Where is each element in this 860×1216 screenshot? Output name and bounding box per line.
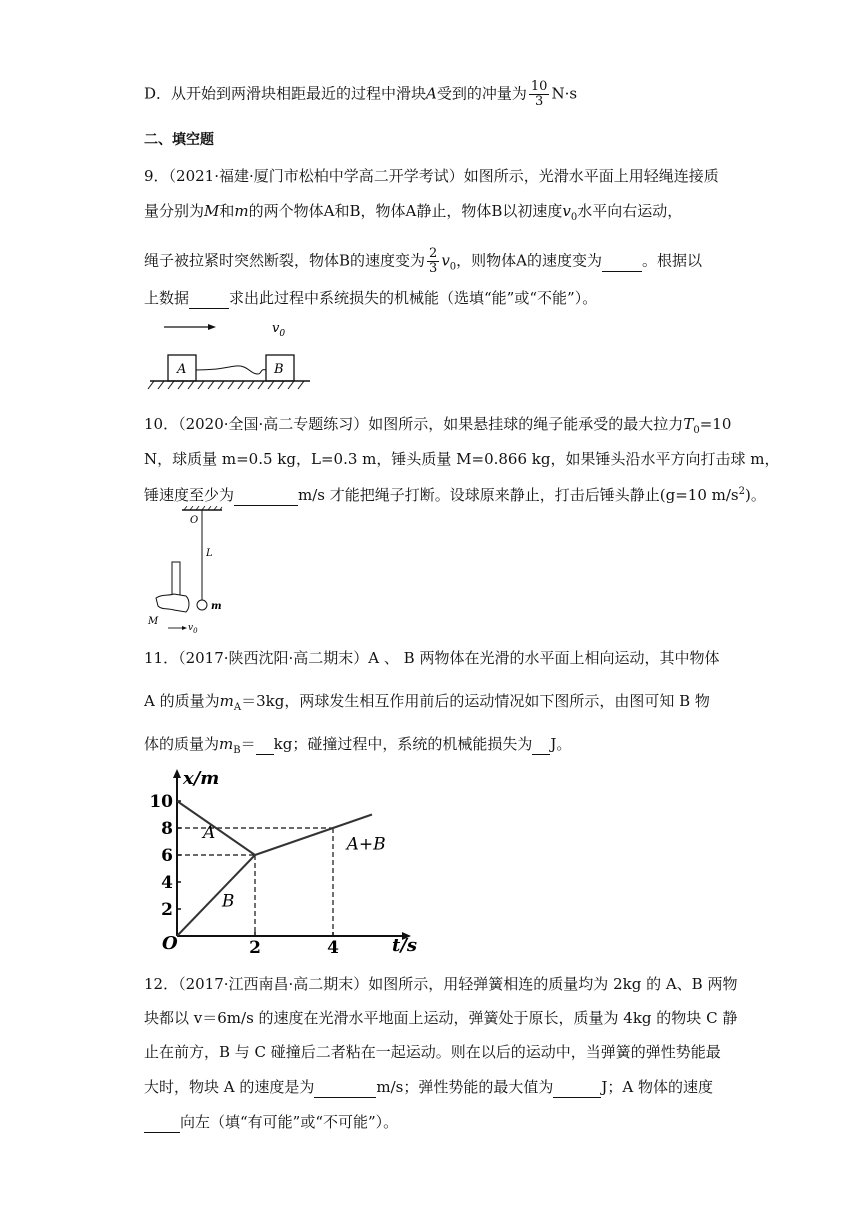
q9-text: 水平向右运动， [577, 202, 683, 220]
q12-line-3: 止在前方，B 与 C 碰撞后二者粘在一起运动。则在以后的运动中，当弹簧的弹性势能最 [144, 1043, 721, 1061]
q11-line-2 [144, 691, 710, 718]
q9-v: v [441, 251, 450, 270]
series-line-B [177, 855, 255, 936]
section-title: 二、填空题 [144, 132, 214, 148]
q12-answer-blank-1[interactable] [314, 1077, 376, 1098]
y-axis-arrow-icon [173, 769, 181, 778]
y-tick-label: 8 [161, 819, 173, 839]
hammer-handle [172, 562, 180, 596]
q8d-unit: N·s [551, 84, 578, 103]
arrow-head-icon [182, 626, 187, 630]
q12-answer-blank-3[interactable] [144, 1112, 180, 1133]
y-tick-label: 2 [161, 900, 173, 920]
q10-figure [140, 506, 240, 636]
series-label: A+B [346, 834, 386, 855]
q11-text: kg；碰撞过程中，系统的机械能损失为 [273, 735, 533, 753]
q12-text: m/s；弹性势能的最大值为 [376, 1078, 554, 1096]
q12-text: 大时，物块 A 的速度是为 [144, 1078, 315, 1096]
q9-text: 的两个物体A和B，物体A静止，物体B以初速度 [248, 202, 563, 220]
block-a-label: A [177, 362, 187, 377]
x-tick-label: 4 [327, 938, 339, 956]
q9-figure [146, 318, 316, 394]
q11-text: A 的质量为 [144, 692, 220, 710]
q9-line-4 [144, 288, 597, 309]
ball-label: m [211, 601, 222, 612]
arrow-head-icon [208, 324, 216, 330]
q8-option-d [144, 80, 577, 109]
y-tick-label: 10 [149, 792, 173, 812]
q11-m: m [219, 735, 234, 753]
q8d-fraction [529, 80, 550, 109]
q9-mass-m: m [234, 202, 249, 220]
q9-text: 量分别为 [144, 202, 205, 220]
q10-line-1 [144, 414, 731, 441]
q9-v: v [562, 202, 571, 220]
y-tick-label: 4 [161, 873, 173, 893]
q9-frac-num: 2 [429, 246, 438, 261]
block-b-label: B [274, 362, 284, 377]
q11-line-3 [144, 734, 571, 761]
q9-text: 和 [219, 202, 235, 220]
q9-line-2 [144, 201, 682, 228]
q11-m: m [219, 692, 234, 710]
q9-answer-blank-1[interactable] [602, 251, 642, 272]
q12-answer-blank-2[interactable] [553, 1077, 601, 1098]
q9-v-sub: 0 [449, 261, 457, 273]
q11-line-1: 11．（2017·陕西沈阳·高二期末）A 、 B 两物体在光滑的水平面上相向运动，其中物体 [144, 649, 720, 667]
q10-T-sub: 0 [693, 425, 700, 436]
q10-line-3 [144, 482, 766, 506]
q10-text: m/s 才能把绳子打断。设球原来静止，打击后锤头静止(g=10 m/s [298, 486, 739, 504]
q9-text: 绳子被拉紧时突然断裂，物体B的速度变为 [144, 251, 426, 270]
q9-mass-M: M [204, 202, 220, 220]
q9-line-1: 9．（2021·福建·厦门市松柏中学高二开学考试）如图所示，光滑水平面上用轻绳连接质 [144, 167, 719, 185]
q8d-frac-den: 3 [535, 94, 544, 109]
x-axis-label: t/s [392, 935, 418, 956]
q8d-prefix: D．从开始到两滑块相距最近的过程中滑块 [144, 84, 427, 103]
pivot-label: O [190, 515, 199, 526]
q8d-frac-num: 10 [530, 79, 548, 94]
q8d-var: A [426, 84, 437, 103]
chart-layer [149, 768, 417, 956]
q11-text: ＝ [240, 735, 256, 753]
q10-T: T [683, 415, 694, 433]
q9-answer-blank-2[interactable] [189, 288, 229, 309]
q12-text: J；A 物体的速度 [601, 1078, 713, 1096]
q11-text: J。 [550, 735, 572, 753]
y-tick-label: 6 [161, 846, 173, 866]
q9-frac-den: 3 [429, 261, 438, 276]
q11-text: 体的质量为 [144, 735, 220, 753]
q12-line-4 [144, 1077, 713, 1098]
q10-sup: 2 [738, 486, 745, 497]
q9-text: 求出此过程中系统损失的机械能（选填“能”或“不能”）。 [229, 289, 598, 307]
q12-line-1: 12．（2017·江西南昌·高二期末）如图所示，用轻弹簧相连的质量均为 2kg 的 A、B 两物 [144, 975, 738, 993]
hammer-velocity-label: $v_0$ [188, 623, 198, 635]
rope [196, 366, 266, 374]
q9-line-3 [144, 247, 702, 278]
q9-text: ，则物体A的速度变为 [456, 251, 603, 270]
q8d-mid: 受到的冲量为 [436, 84, 527, 103]
x-tick-label: 2 [249, 938, 261, 956]
q11-m-sub: B [233, 745, 241, 756]
hammer-label: M [148, 616, 159, 627]
q12-line-2: 块都以 v＝6m/s 的速度在光滑水平地面上运动，弹簧处于原长，质量为 4kg 的物块 C 静 [144, 1009, 738, 1027]
series-label: A [203, 823, 216, 844]
q10-line-2: N，球质量 m=0.5 kg，L=0.3 m，锤头质量 M=0.866 kg，如果锤头沿水平方向打击球 m， [144, 450, 780, 468]
y-axis-label: x/m [183, 768, 220, 789]
length-label: L [206, 548, 213, 559]
q10-text: )。 [745, 486, 766, 504]
q11-answer-blank-1[interactable] [256, 734, 274, 755]
xt-chart [140, 766, 440, 956]
q10-text: =10 [699, 415, 732, 433]
q9-text: 上数据 [144, 289, 190, 307]
q10-answer-blank[interactable] [234, 485, 298, 506]
q9-fraction [427, 247, 439, 276]
q11-m-sub: A [233, 702, 242, 713]
q9-v-sub: 0 [570, 212, 578, 223]
q12-line-5 [144, 1112, 398, 1133]
q12-text: 向左（填“有可能”或“不可能”）。 [180, 1113, 399, 1131]
q10-text: 锤速度至少为 [144, 486, 235, 504]
series-label: B [221, 891, 235, 912]
ball [197, 600, 207, 610]
q11-text: ＝3kg，两球发生相互作用前后的运动情况如下图所示，由图可知 B 物 [241, 692, 710, 710]
q11-answer-blank-2[interactable] [532, 734, 550, 755]
q9-text: 。根据以 [642, 251, 703, 270]
origin-label: O [162, 933, 178, 954]
q10-text: 10．（2020·全国·高二专题练习）如图所示，如果悬挂球的绳子能承受的最大拉力 [144, 415, 684, 433]
hammer-head [156, 594, 189, 612]
ground-hatch [148, 381, 304, 389]
velocity-label: $v_0$ [272, 321, 286, 339]
